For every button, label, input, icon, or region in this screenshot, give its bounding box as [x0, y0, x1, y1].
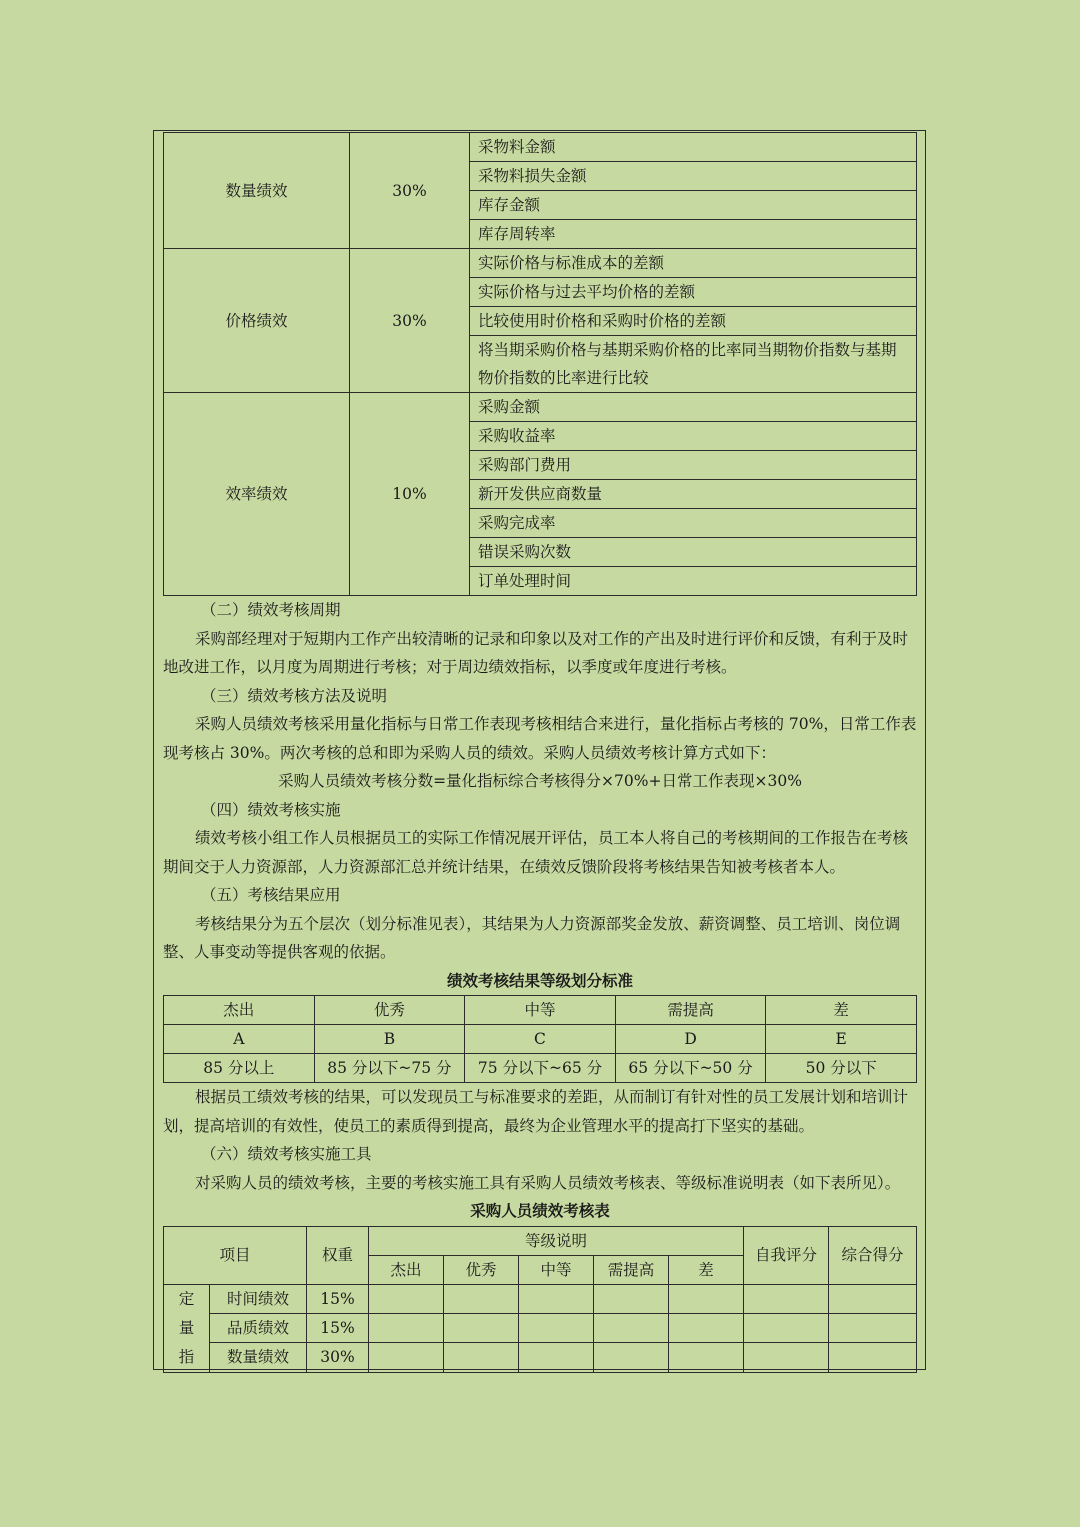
- total-score-cell[interactable]: [829, 1313, 917, 1342]
- table-row: [164, 1284, 917, 1313]
- metric-item: 错误采购次数: [470, 538, 917, 567]
- table-row: [164, 1313, 917, 1342]
- self-score-cell[interactable]: [744, 1313, 829, 1342]
- metric-item: 实际价格与标准成本的差额: [470, 249, 917, 278]
- metric-item: 实际价格与过去平均价格的差额: [470, 278, 917, 307]
- metric-item: 新开发供应商数量: [470, 480, 917, 509]
- group-name: 效率绩效: [164, 393, 350, 596]
- section-body: 采购部经理对于短期内工作产出较清晰的记录和印象以及对工作的产出及时进行评价和反馈，有利于及时地改进工作，以月度为周期进行考核；对于周边绩效指标，以季度或年度进行考核。: [163, 629, 909, 676]
- grade-range: 75 分以下~65 分: [465, 1054, 616, 1083]
- row-weight: 30%: [307, 1343, 369, 1372]
- grade-level: 需提高: [615, 996, 766, 1025]
- total-score-cell[interactable]: [829, 1343, 917, 1372]
- score-cell[interactable]: [369, 1313, 444, 1342]
- section-heading: （三）绩效考核方法及说明: [201, 686, 388, 705]
- assess-table-title: 采购人员绩效考核表: [470, 1201, 610, 1220]
- metric-item: 采物料损失金额: [470, 162, 917, 191]
- grade-level: 差: [766, 996, 917, 1025]
- section-heading: （二）绩效考核周期: [201, 601, 341, 619]
- score-cell[interactable]: [444, 1313, 519, 1342]
- row-weight: 15%: [307, 1313, 369, 1342]
- grade-code: D: [615, 1025, 766, 1054]
- section-heading: （四）绩效考核实施: [201, 800, 341, 819]
- score-cell[interactable]: [594, 1343, 669, 1372]
- row-name: 数量绩效: [210, 1343, 307, 1372]
- section-body: 采购人员绩效考核采用量化指标与日常工作表现考核相结合来进行，量化指标占考核的 70%，日常工作表现考核占 30%。两次考核的总和即为采购人员的绩效。采购人员绩效考核计算方式如下：: [163, 715, 917, 762]
- metric-item: 将当期采购价格与基期采购价格的比率同当期物价指数与基期物价指数的比率进行比较: [470, 336, 917, 393]
- group-weight: 10%: [350, 393, 470, 596]
- header-grade-level: 需提高: [594, 1255, 669, 1284]
- grade-level: 杰出: [164, 996, 315, 1025]
- grade-range: 65 分以下~50 分: [615, 1054, 766, 1083]
- score-cell[interactable]: [669, 1284, 744, 1313]
- category-char: 定: [178, 1289, 195, 1308]
- score-cell[interactable]: [519, 1313, 594, 1342]
- score-cell[interactable]: [669, 1343, 744, 1372]
- self-score-cell[interactable]: [744, 1343, 829, 1372]
- category-char: 量: [178, 1318, 195, 1337]
- group-name: 数量绩效: [164, 133, 350, 249]
- metric-item: 订单处理时间: [470, 567, 917, 596]
- header-item: 项目: [164, 1226, 307, 1284]
- group-name: 价格绩效: [164, 249, 350, 393]
- score-cell[interactable]: [444, 1284, 519, 1313]
- header-weight: 权重: [307, 1226, 369, 1284]
- section-heading: （六）绩效考核实施工具: [201, 1145, 372, 1163]
- section-heading: （五）考核结果应用: [201, 886, 341, 904]
- grade-range: 85 分以上: [164, 1054, 315, 1083]
- score-cell[interactable]: [519, 1343, 594, 1372]
- score-cell[interactable]: [594, 1284, 669, 1313]
- grade-range-row: [164, 1054, 917, 1083]
- header-total-score: 综合得分: [829, 1226, 917, 1284]
- grade-level-row: [164, 996, 917, 1025]
- section-body: 对采购人员的绩效考核，主要的考核实施工具有采购人员绩效考核表、等级标准说明表（如下表所见）。: [195, 1173, 901, 1192]
- grade-table-title: 绩效考核结果等级划分标准: [446, 970, 633, 990]
- grade-range: 85 分以下~75 分: [314, 1054, 465, 1083]
- grade-code-row: [164, 1025, 917, 1054]
- header-grade: 等级说明: [369, 1226, 744, 1255]
- header-grade-level: 中等: [519, 1255, 594, 1284]
- metric-item: 采物料金额: [470, 133, 917, 162]
- score-cell[interactable]: [369, 1343, 444, 1372]
- header-grade-level: 杰出: [369, 1255, 444, 1284]
- score-cell[interactable]: [594, 1313, 669, 1342]
- header-grade-level: 优秀: [444, 1255, 519, 1284]
- header-self-score: 自我评分: [744, 1226, 829, 1284]
- grade-range: 50 分以下: [766, 1054, 917, 1083]
- grade-level: 优秀: [314, 996, 465, 1025]
- score-cell[interactable]: [519, 1284, 594, 1313]
- grade-table: [163, 995, 917, 1083]
- row-name: 时间绩效: [210, 1284, 307, 1313]
- metric-table: [163, 132, 917, 596]
- metric-item: 采购部门费用: [470, 451, 917, 480]
- group-weight: 30%: [350, 133, 470, 249]
- row-name: 品质绩效: [210, 1313, 307, 1342]
- grade-code: E: [766, 1025, 917, 1054]
- score-cell[interactable]: [669, 1313, 744, 1342]
- section-body: 绩效考核小组工作人员根据员工的实际工作情况展开评估，员工本人将自己的考核期间的工作报告在考核期间交于人力资源部，人力资源部汇总并统计结果，在绩效反馈阶段将考核结果告知被考核者本人。: [163, 829, 909, 876]
- self-score-cell[interactable]: [744, 1284, 829, 1313]
- grade-code: C: [465, 1025, 616, 1054]
- row-weight: 15%: [307, 1284, 369, 1313]
- grade-level: 中等: [465, 996, 616, 1025]
- section-body: 考核结果分为五个层次（划分标准见表），其结果为人力资源部奖金发放、薪资调整、员工培训、岗位调整、人事变动等提供客观的依据。: [163, 914, 901, 961]
- score-cell[interactable]: [444, 1343, 519, 1372]
- document-content: [163, 132, 917, 1373]
- section-body: 根据员工绩效考核的结果，可以发现员工与标准要求的差距，从而制订有针对性的员工发展计划和培训计划，提高培训的有效性，使员工的素质得到提高，最终为企业管理水平的提高打下坚实的基础。: [163, 1088, 909, 1135]
- category-char: 指: [178, 1347, 195, 1366]
- header-grade-level: 差: [669, 1255, 744, 1284]
- score-cell[interactable]: [369, 1284, 444, 1313]
- formula: 采购人员绩效考核分数=量化指标综合考核得分×70%+日常工作表现×30%: [278, 772, 802, 790]
- metric-item: 比较使用时价格和采购时价格的差额: [470, 307, 917, 336]
- grade-code: A: [164, 1025, 315, 1054]
- table-row: [164, 1343, 917, 1372]
- metric-item: 采购金额: [470, 393, 917, 422]
- category-label: [164, 1284, 210, 1372]
- metric-item: 库存金额: [470, 191, 917, 220]
- assess-table: [163, 1226, 917, 1373]
- group-weight: 30%: [350, 249, 470, 393]
- metric-item: 采购完成率: [470, 509, 917, 538]
- metric-item: 库存周转率: [470, 220, 917, 249]
- metric-item: 采购收益率: [470, 422, 917, 451]
- grade-code: B: [314, 1025, 465, 1054]
- total-score-cell[interactable]: [829, 1284, 917, 1313]
